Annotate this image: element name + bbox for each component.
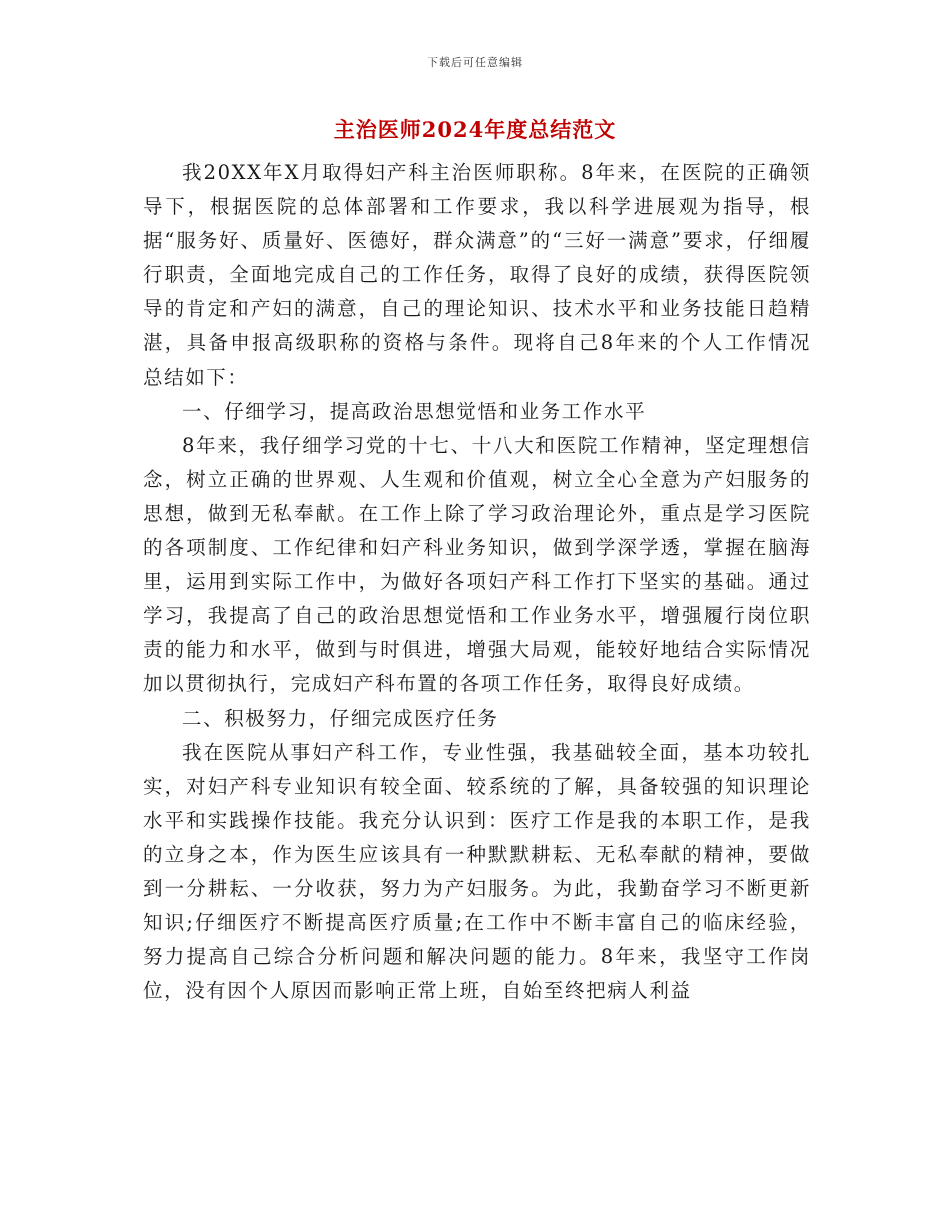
document-title: 主治医师2024年度总结范文 [333, 117, 617, 142]
download-note: 下载后可任意编辑 [427, 56, 523, 69]
paragraph-intro: 我20XX年X月取得妇产科主治医师职称。8年来，在医院的正确领导下，根据医院的总体部署和工作要求，我以科学进展观为指导，根据“服务好、质量好、医德好，群众满意”的“三好一满意”要求，仔细履行职责，全面地完成自己的工作任务，取得了良好的成绩，获得医院领导的肯定和产妇的满意，自己的理论知识、技术水平和业务技能日趋精湛，具备申报高级职称的资格与条件。现将自己8年来的个人工作情况总结如下： [143, 161, 811, 389]
section-heading-2: 二、积极努力，仔细完成医疗任务 [182, 706, 499, 730]
section-heading-1: 一、仔细学习，提高政治思想觉悟和业务工作水平 [182, 399, 647, 423]
document-body [143, 156, 811, 1008]
paragraph-study: 8年来，我仔细学习党的十七、十八大和医院工作精神，坚定理想信念，树立正确的世界观、人生观和价值观，树立全心全意为产妇服务的思想，做到无私奉献。在工作上除了学习政治理论外，重点是学习医院的各项制度、工作纪律和妇产科业务知识，做到学深学透，掌握在脑海里，运用到实际工作中，为做好各项妇产科工作打下坚实的基础。通过学习，我提高了自己的政治思想觉悟和工作业务水平，增强履行岗位职责的能力和水平，做到与时俱进，增强大局观，能较好地结合实际情况加以贯彻执行，完成妇产科布置的各项工作任务，取得良好成绩。 [143, 433, 811, 696]
paragraph-medical-work: 我在医院从事妇产科工作，专业性强，我基础较全面，基本功较扎实，对妇产科专业知识有较全面、较系统的了解，具备较强的知识理论水平和实践操作技能。我充分认识到：医疗工作是我的本职工作，是我的立身之本，作为医生应该具有一种默默耕耘、无私奉献的精神，要做到一分耕耘、一分收获，努力为产妇服务。为此，我勤奋学习不断更新知识;仔细医疗不断提高医疗质量;在工作中不断丰富自己的临床经验，努力提高自己综合分析问题和解决问题的能力。8年来，我坚守工作岗位，没有因个人原因而影响正常上班，自始至终把病人利益 [143, 740, 811, 1003]
